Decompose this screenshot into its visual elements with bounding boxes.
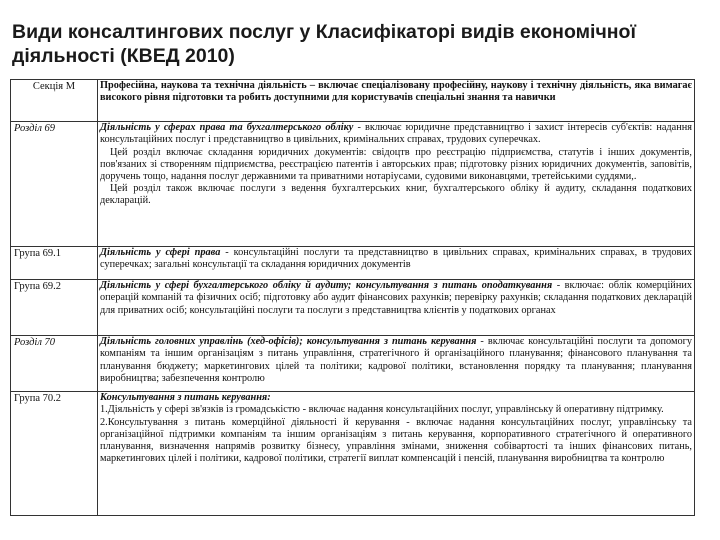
row-code: Розділ 70	[11, 336, 98, 392]
row-description	[98, 122, 695, 247]
row-text: - консультаційні послуги та представництво в цивільних справах, кримінальних справах, в трудових суперечках; загальні консультації та складання юридичних документів	[100, 247, 693, 271]
table-row	[11, 336, 695, 392]
row-heading: Діяльність у сферах права та бухгалтерського обліку	[100, 122, 354, 134]
row-heading: Діяльність головних управлінь (хед-офісів); консультування з питань керування	[100, 336, 477, 348]
table-row	[11, 247, 695, 280]
row-heading: Діяльність у сфері бухгалтерського обліку й аудиту; консультування з питань оподаткування	[100, 280, 553, 292]
row-code: Секція М	[11, 80, 98, 122]
row-text: - включає консультаційні послуги та допомогу компаніям та іншим організаціям з питань управління, стратегічного й організаційного планування; фінансового планування та планування бюджету; маркетингових цілей та політики; кадрової політики, встановлення порядку та планування; планування виробництва; забезпечення контролю	[100, 336, 692, 384]
table-row	[11, 280, 695, 336]
list-item: 1.Діяльність у сфері зв'язків із громадськістю - включає надання консультаційних послуг, управлінську й оперативну підтримку.	[100, 404, 664, 416]
kved-table	[10, 79, 695, 516]
row-text: - включає юридичне представництво і захист інтересів суб'єктів: надання консультаційних послуг і представництво в цивільних, кримінальних справах, трудових суперечках.	[100, 122, 692, 146]
row-heading: Професійна, наукова та технічна діяльність – включає спеціалізовану професійну, наукову і технічну діяльність, яка вимагає високого рівня підготовки та робить доступними для користувачів спеціальні знання та навички	[100, 80, 692, 104]
row-description	[98, 80, 695, 122]
table-row	[11, 80, 695, 122]
row-code: Група 70.2	[11, 392, 98, 516]
row-extra-text: Цей розділ також включає послуги з ведення бухгалтерських книг, бухгалтерського обліку й аудиту, складання податкових декларацій.	[100, 183, 692, 207]
row-description	[98, 280, 695, 336]
page-title: Види консалтингових послуг у Класифікаторі видів економічної діяльності (КВЕД 2010)	[12, 21, 636, 67]
table-row	[11, 122, 695, 247]
row-heading: Діяльність у сфері права	[100, 247, 221, 259]
list-item: 2.Консультування з питань комерційної діяльності й керування - включає надання консультаційних послуг, управлінську та організаційної підтримки компаніям та іншим організаціям з питань керування, корпоративного стратегічного й оперативного планування, визначення напрямів розвитку бізнесу, управління змінами, зниження собівартості та інших фінансових питань, маркетингових цілей і політики, кадрової політики, стратегії виплат компенсацій і пенсій, планування виробництва та контролю	[100, 416, 692, 465]
row-description	[98, 336, 695, 392]
row-text: - включає: облік комерційних операцій компаній та фізичних осіб; підготовку або аудит фінансових рахунків; перевірку рахунків; складання податкових декларацій для приватних осіб; консультаційні послуги та послуги з представництва клієнтів у податкових органах	[100, 280, 692, 316]
table-row	[11, 392, 695, 516]
row-description	[98, 247, 695, 280]
row-description	[98, 392, 695, 516]
row-code: Група 69.2	[11, 280, 98, 336]
row-extra-text: Цей розділ включає складання юридичних документів: свідоцтв про реєстрацію підприємства, статутів і інших документів, пов'язаних зі створенням підприємства, реєстрацією патентів і авторських прав; підготовку різних юридичних документів, заповітів, доручень тощо, надання послуг державними та приватними нотаріусами, судовими виконавцями, третейськими суддями,.	[100, 146, 692, 182]
row-code: Група 69.1	[11, 247, 98, 280]
row-code: Розділ 69	[11, 122, 98, 247]
row-heading: Консультування з питань керування:	[100, 392, 271, 404]
